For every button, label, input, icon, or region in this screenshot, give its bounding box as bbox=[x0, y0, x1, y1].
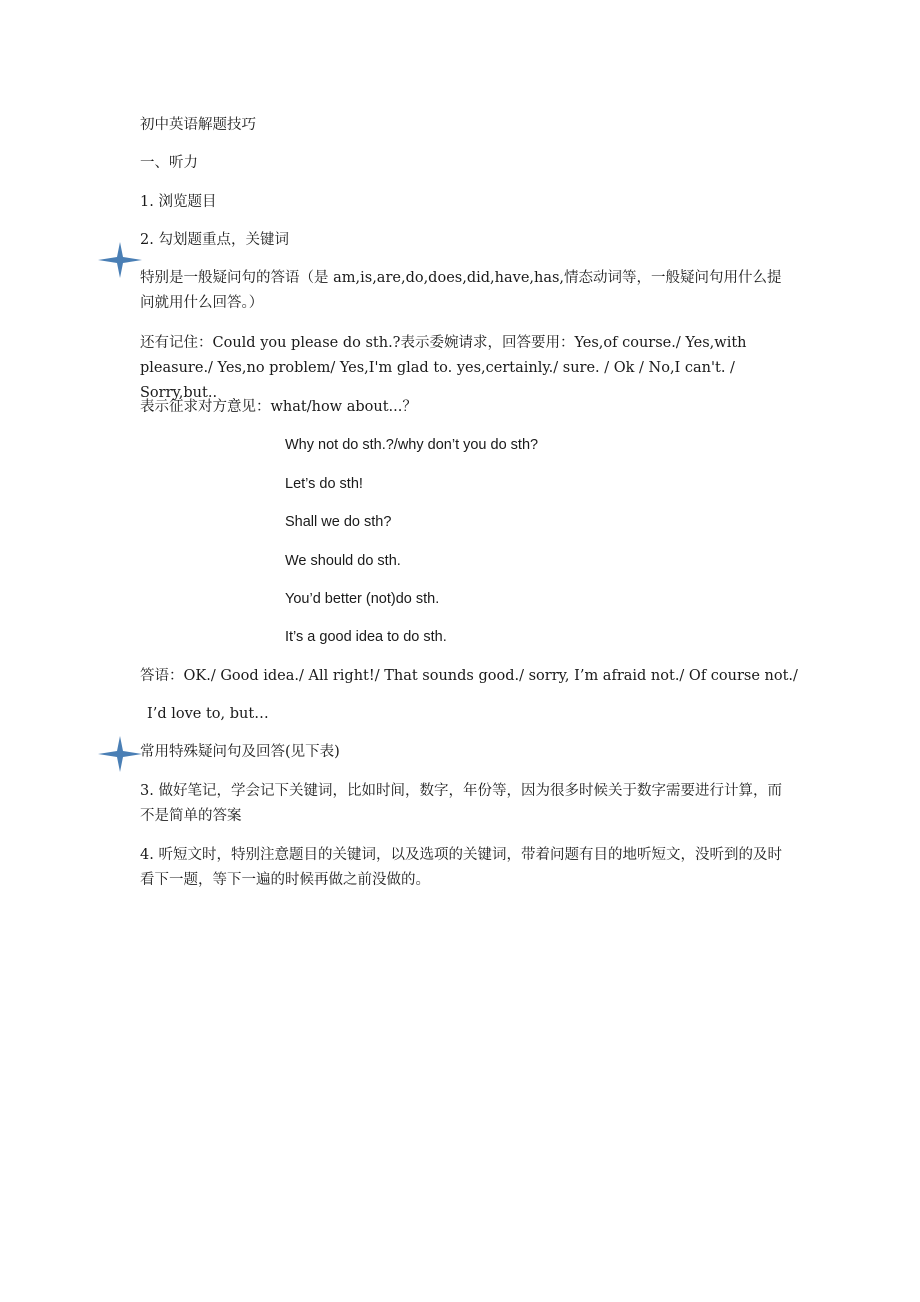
suggestion-item: You’d better (not)do sth. bbox=[285, 591, 440, 607]
answers-continuation: I’d love to, but… bbox=[147, 706, 269, 722]
suggestion-item: Let’s do sth! bbox=[285, 476, 363, 492]
four-point-star-icon bbox=[98, 736, 142, 772]
paragraph-general-questions: 特别是一般疑问句的答语（是 am,is,are,do,does,did,have,has,情态动词等，一般疑问句用什么提问就用什么回答。） bbox=[140, 270, 782, 311]
paragraph-could-you: 还有记住：Could you please do sth.?表示委婉请求，回答要用：Yes,of course./ Yes,with pleasure./ Yes,no problem/ Yes,I'm glad to. yes,certainly./ sure. / Ok / No,I can't. / Sorry,but.. bbox=[140, 335, 747, 401]
item-3: 3. 做好笔记，学会记下关键词，比如时间，数字，年份等，因为很多时候关于数字需要进行计算，而不是简单的答案 bbox=[140, 783, 782, 824]
item-2: 2. 勾划题重点，关键词 bbox=[140, 232, 289, 248]
section-heading-listening: 一、听力 bbox=[140, 155, 198, 171]
suggest-label: 表示征求对方意见：what/how about...？ bbox=[140, 399, 417, 415]
doc-title: 初中英语解题技巧 bbox=[140, 117, 256, 133]
suggestion-item: Why not do sth.?/why don’t you do sth? bbox=[285, 437, 539, 453]
item-1: 1. 浏览题目 bbox=[140, 194, 217, 210]
special-questions-line: 常用特殊疑问句及回答(见下表) bbox=[140, 744, 340, 760]
suggestion-item: We should do sth. bbox=[285, 553, 401, 569]
four-point-star-icon bbox=[98, 242, 142, 278]
item-4: 4. 听短文时，特别注意题目的关键词，以及选项的关键词，带着问题有目的地听短文，没听到的及时看下一题，等下一遍的时候再做之前没做的。 bbox=[140, 847, 782, 888]
answers-line: 答语：OK./ Good idea./ All right!/ That sounds good./ sorry, I’m afraid not./ Of course not./ bbox=[140, 668, 798, 684]
suggestion-item: Shall we do sth? bbox=[285, 514, 392, 530]
suggestion-item: It’s a good idea to do sth. bbox=[285, 629, 447, 645]
